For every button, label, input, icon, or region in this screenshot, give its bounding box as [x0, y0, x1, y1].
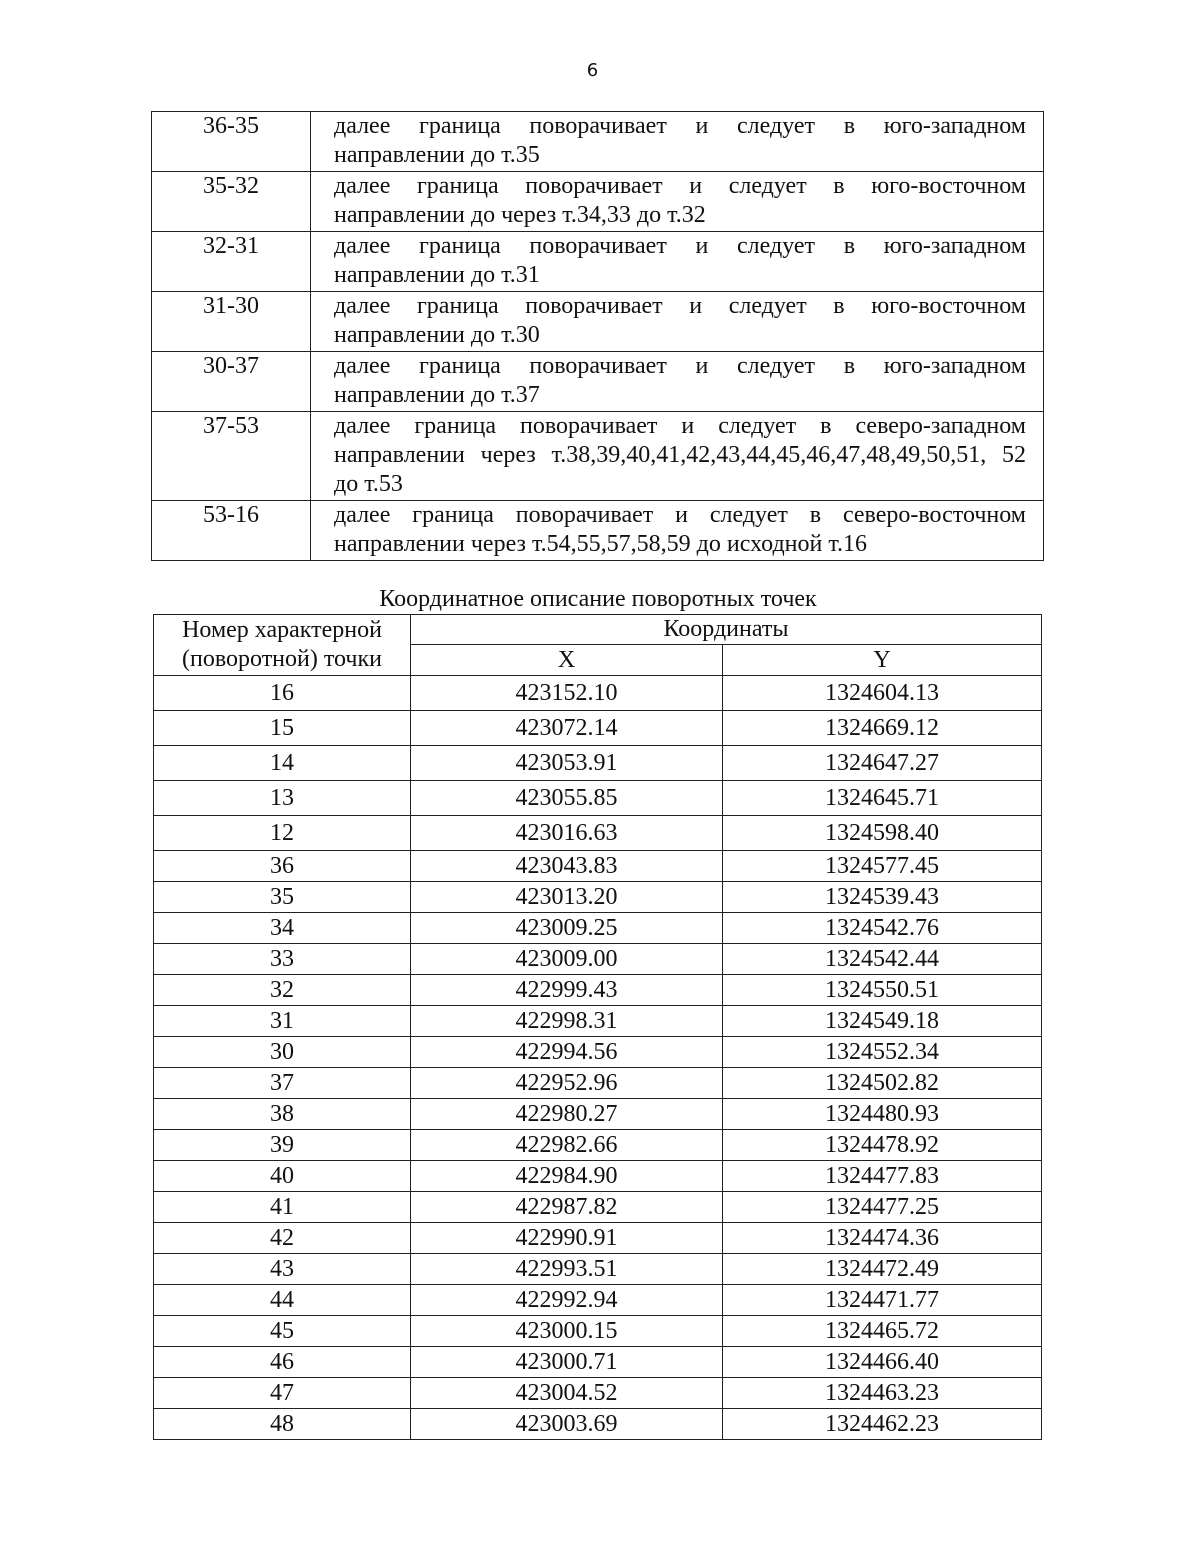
table-row [154, 1099, 1042, 1130]
boundary-route-table [151, 111, 1044, 561]
table-row [154, 1285, 1042, 1316]
y-coordinate-cell: 1324577.45 [723, 851, 1042, 882]
description-cell: далее граница поворачивает и следует в юго-западном направлении до т.31 [311, 232, 1044, 292]
coordinates-header: Координаты [411, 615, 1042, 645]
point-number-cell: 44 [154, 1285, 411, 1316]
point-number-cell: 40 [154, 1161, 411, 1192]
y-coordinate-cell: 1324466.40 [723, 1347, 1042, 1378]
x-header: X [411, 645, 723, 676]
table-row [154, 781, 1042, 816]
segment-cell: 30-37 [152, 352, 311, 412]
point-number-cell: 41 [154, 1192, 411, 1223]
table-row [154, 1316, 1042, 1347]
table-row [152, 172, 1044, 232]
table-row [154, 1409, 1042, 1440]
x-coordinate-cell: 422998.31 [411, 1006, 723, 1037]
x-coordinate-cell: 422982.66 [411, 1130, 723, 1161]
point-number-cell: 37 [154, 1068, 411, 1099]
point-number-cell: 14 [154, 746, 411, 781]
point-number-cell: 38 [154, 1099, 411, 1130]
description-cell: далее граница поворачивает и следует в юго-восточном направлении до через т.34,33 до т.32 [311, 172, 1044, 232]
point-number-cell: 47 [154, 1378, 411, 1409]
y-coordinate-cell: 1324474.36 [723, 1223, 1042, 1254]
point-number-cell: 34 [154, 913, 411, 944]
y-coordinate-cell: 1324477.25 [723, 1192, 1042, 1223]
y-coordinate-cell: 1324472.49 [723, 1254, 1042, 1285]
point-number-cell: 31 [154, 1006, 411, 1037]
description-cell: далее граница поворачивает и следует в северо-восточном направлении через т.54,55,57,58,59 до исходной т.16 [311, 501, 1044, 561]
y-coordinate-cell: 1324645.71 [723, 781, 1042, 816]
table-row [154, 746, 1042, 781]
segment-cell: 36-35 [152, 112, 311, 172]
table-row [152, 501, 1044, 561]
x-coordinate-cell: 422999.43 [411, 975, 723, 1006]
y-coordinate-cell: 1324465.72 [723, 1316, 1042, 1347]
x-coordinate-cell: 423072.14 [411, 711, 723, 746]
page-number: 6 [586, 60, 599, 81]
table-row [154, 944, 1042, 975]
y-coordinate-cell: 1324549.18 [723, 1006, 1042, 1037]
y-coordinate-cell: 1324604.13 [723, 676, 1042, 711]
y-coordinate-cell: 1324502.82 [723, 1068, 1042, 1099]
x-coordinate-cell: 423016.63 [411, 816, 723, 851]
x-coordinate-cell: 422952.96 [411, 1068, 723, 1099]
table-row [154, 1347, 1042, 1378]
point-number-cell: 30 [154, 1037, 411, 1068]
y-coordinate-cell: 1324647.27 [723, 746, 1042, 781]
x-coordinate-cell: 422987.82 [411, 1192, 723, 1223]
table-row [154, 1223, 1042, 1254]
y-coordinate-cell: 1324598.40 [723, 816, 1042, 851]
point-number-cell: 33 [154, 944, 411, 975]
y-header: Y [723, 645, 1042, 676]
x-coordinate-cell: 423000.71 [411, 1347, 723, 1378]
point-number-cell: 48 [154, 1409, 411, 1440]
x-coordinate-cell: 423004.52 [411, 1378, 723, 1409]
x-coordinate-cell: 422992.94 [411, 1285, 723, 1316]
x-coordinate-cell: 423000.15 [411, 1316, 723, 1347]
table-row [154, 1006, 1042, 1037]
segment-cell: 35-32 [152, 172, 311, 232]
y-coordinate-cell: 1324478.92 [723, 1130, 1042, 1161]
point-number-cell: 15 [154, 711, 411, 746]
y-coordinate-cell: 1324539.43 [723, 882, 1042, 913]
segment-cell: 53-16 [152, 501, 311, 561]
x-coordinate-cell: 423009.00 [411, 944, 723, 975]
point-number-cell: 35 [154, 882, 411, 913]
table-row [154, 1378, 1042, 1409]
table-row [154, 882, 1042, 913]
x-coordinate-cell: 423043.83 [411, 851, 723, 882]
table-row [152, 232, 1044, 292]
table-row [152, 412, 1044, 501]
point-number-cell: 45 [154, 1316, 411, 1347]
x-coordinate-cell: 423053.91 [411, 746, 723, 781]
point-number-cell: 32 [154, 975, 411, 1006]
segment-cell: 37-53 [152, 412, 311, 501]
table-row [154, 851, 1042, 882]
table-row [152, 292, 1044, 352]
table-row [154, 816, 1042, 851]
y-coordinate-cell: 1324542.76 [723, 913, 1042, 944]
y-coordinate-cell: 1324542.44 [723, 944, 1042, 975]
point-number-cell: 36 [154, 851, 411, 882]
y-coordinate-cell: 1324463.23 [723, 1378, 1042, 1409]
segment-cell: 32-31 [152, 232, 311, 292]
y-coordinate-cell: 1324477.83 [723, 1161, 1042, 1192]
description-cell: далее граница поворачивает и следует в юго-западном направлении до т.37 [311, 352, 1044, 412]
table-row [152, 112, 1044, 172]
point-number-header: Номер характерной (поворотной) точки [154, 615, 411, 676]
description-cell: далее граница поворачивает и следует в юго-восточном направлении до т.30 [311, 292, 1044, 352]
y-coordinate-cell: 1324462.23 [723, 1409, 1042, 1440]
table-row [154, 975, 1042, 1006]
y-coordinate-cell: 1324480.93 [723, 1099, 1042, 1130]
point-number-cell: 16 [154, 676, 411, 711]
point-number-cell: 39 [154, 1130, 411, 1161]
y-coordinate-cell: 1324471.77 [723, 1285, 1042, 1316]
y-coordinate-cell: 1324669.12 [723, 711, 1042, 746]
segment-cell: 31-30 [152, 292, 311, 352]
table-row [154, 1037, 1042, 1068]
point-number-cell: 42 [154, 1223, 411, 1254]
x-coordinate-cell: 423055.85 [411, 781, 723, 816]
table-row [154, 1192, 1042, 1223]
description-cell: далее граница поворачивает и следует в северо-западном направлении через т.38,39,40,41,42,43,44,45,46,47,48,49,50,51, 52 до т.53 [311, 412, 1044, 501]
point-number-cell: 13 [154, 781, 411, 816]
table-row [154, 1161, 1042, 1192]
table-row [152, 352, 1044, 412]
x-coordinate-cell: 423013.20 [411, 882, 723, 913]
y-coordinate-cell: 1324552.34 [723, 1037, 1042, 1068]
x-coordinate-cell: 423009.25 [411, 913, 723, 944]
x-coordinate-cell: 422980.27 [411, 1099, 723, 1130]
coordinates-table [153, 614, 1042, 1440]
table-row [154, 913, 1042, 944]
x-coordinate-cell: 422993.51 [411, 1254, 723, 1285]
description-cell: далее граница поворачивает и следует в юго-западном направлении до т.35 [311, 112, 1044, 172]
table-row [154, 1068, 1042, 1099]
x-coordinate-cell: 423152.10 [411, 676, 723, 711]
y-coordinate-cell: 1324550.51 [723, 975, 1042, 1006]
x-coordinate-cell: 422990.91 [411, 1223, 723, 1254]
table-row [154, 711, 1042, 746]
x-coordinate-cell: 422984.90 [411, 1161, 723, 1192]
table-row [154, 1254, 1042, 1285]
point-number-cell: 46 [154, 1347, 411, 1378]
point-number-cell: 12 [154, 816, 411, 851]
x-coordinate-cell: 423003.69 [411, 1409, 723, 1440]
point-number-cell: 43 [154, 1254, 411, 1285]
coordinates-title: Координатное описание поворотных точек [379, 586, 817, 612]
table-row [154, 1130, 1042, 1161]
x-coordinate-cell: 422994.56 [411, 1037, 723, 1068]
table-row [154, 676, 1042, 711]
coordinates-body [154, 676, 1042, 1440]
